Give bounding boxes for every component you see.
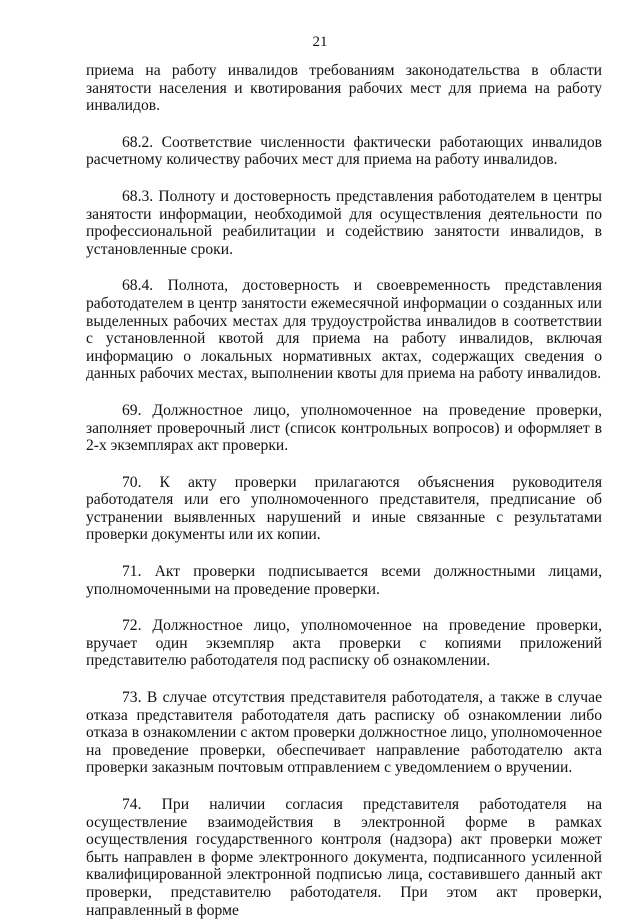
page-number: 21 (312, 34, 328, 50)
paragraph-72: 72. Должностное лицо, уполномоченное на проведение проверки, вручает один экземпляр акта проверки с копиями приложений представителю работодателя под расписку об ознакомлении. (86, 617, 602, 670)
paragraph-68-1-continuation: приема на работу инвалидов требованиям законодательства в области занятости населения и квотирования рабочих мест для приема на работу инвалидов. (86, 62, 602, 115)
paragraph-73: 73. В случае отсутствия представителя работодателя, а также в случае отказа представителя работодателя дать расписку об ознакомлении либо отказа в ознакомлении с актом проверки должностное лицо, уполномоченное на проведение проверки, обеспечивает направление работодателю акта проверки заказным почтовым отправлением с уведомлением о вручении. (86, 689, 602, 777)
paragraph-71: 71. Акт проверки подписывается всеми должностными лицами, уполномоченными на проведение проверки. (86, 563, 602, 598)
paragraph-69: 69. Должностное лицо, уполномоченное на проведение проверки, заполняет проверочный лист (список контрольных вопросов) и оформляет в 2-х экземплярах акт проверки. (86, 401, 602, 455)
paragraph-68-2: 68.2. Соответствие численности фактически работающих инвалидов расчетному количеству рабочих мест для приема на работу инвалидов. (86, 133, 602, 169)
document-body (86, 62, 602, 919)
paragraph-70: 70. К акту проверки прилагаются объяснения руководителя работодателя или его уполномоченного представителя, предписание об устранении выявленных нарушений и иные связанные с результатами проверки документы или их копии. (86, 473, 602, 544)
paragraph-74: 74. При наличии согласия представителя работодателя на осуществление взаимодействия в электронной форме в рамках осуществления государственного контроля (надзора) акт проверки может быть направлен в форме электронного документа, подписанного усиленной квалифицированной электронной подписью лица, составившего данный акт проверки, представителю работодателя. При этом акт проверки, направленный в форме (86, 796, 602, 919)
paragraph-68-3: 68.3. Полноту и достоверность представления работодателем в центры занятости информации, необходимой для осуществления деятельности по профессиональной реабилитации и содействию занятости инвалидов, в установленные сроки. (86, 187, 602, 258)
paragraph-68-4: 68.4. Полнота, достоверность и своевременность представления работодателем в центр занятости ежемесячной информации о созданных или выделенных рабочих местах для трудоустройства инвалидов в соответствии с установленной квотой для приема на работу инвалидов, включая информацию о локальных нормативных актах, содержащих сведения о данных рабочих местах, выполнении квоты для приема на работу инвалидов. (86, 277, 602, 383)
